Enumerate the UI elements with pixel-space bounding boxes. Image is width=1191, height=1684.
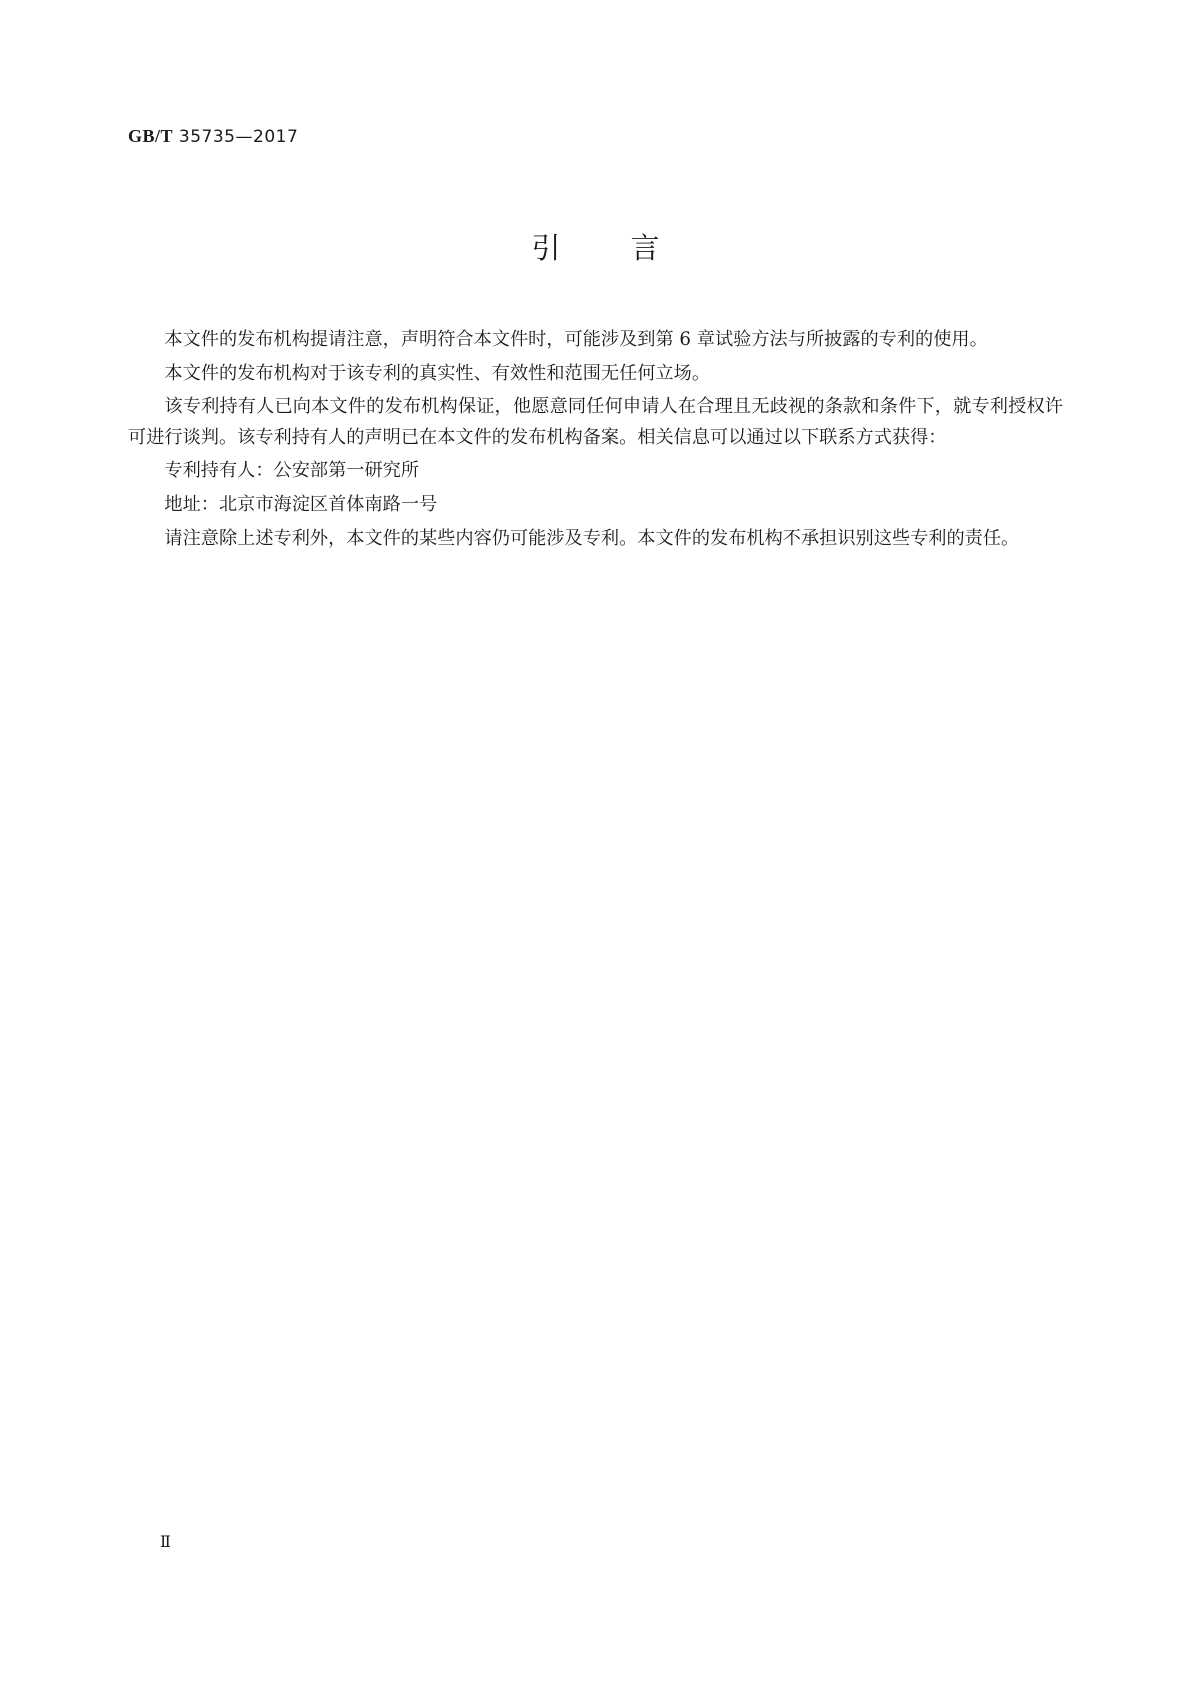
page-title: [0, 226, 1191, 267]
paragraph-no-position: 本文件的发布机构对于该专利的真实性、有效性和范围无任何立场。: [164, 362, 711, 384]
introduction-body: [128, 325, 1063, 554]
page-number: Ⅱ: [160, 1532, 171, 1551]
paragraph-patent-holder: 专利持有人：公安部第一研究所: [164, 460, 420, 482]
title-char-2: 言: [630, 231, 660, 265]
paragraph-patent-notice: 本文件的发布机构提请注意，声明符合本文件时，可能涉及到第 6 章试验方法与所披露的专利的使用。: [164, 329, 988, 350]
standard-prefix: GB/T: [128, 126, 174, 146]
paragraph-holder-assurance: 该专利持有人已向本文件的发布机构保证，他愿意同任何申请人在合理且无歧视的条款和条件下，就专利授权许可进行谈判。该专利持有人的声明已在本文件的发布机构备案。相关信息可以通过以下联系方式获得：: [128, 396, 1063, 448]
title-char-1: 引: [531, 231, 561, 265]
standard-number: 35735—2017: [178, 127, 299, 147]
paragraph-other-patents: 请注意除上述专利外，本文件的某些内容仍可能涉及专利。本文件的发布机构不承担识别这些专利的责任。: [164, 527, 1020, 549]
standard-code: [128, 126, 298, 147]
paragraph-address: 地址：北京市海淀区首体南路一号: [164, 493, 438, 515]
